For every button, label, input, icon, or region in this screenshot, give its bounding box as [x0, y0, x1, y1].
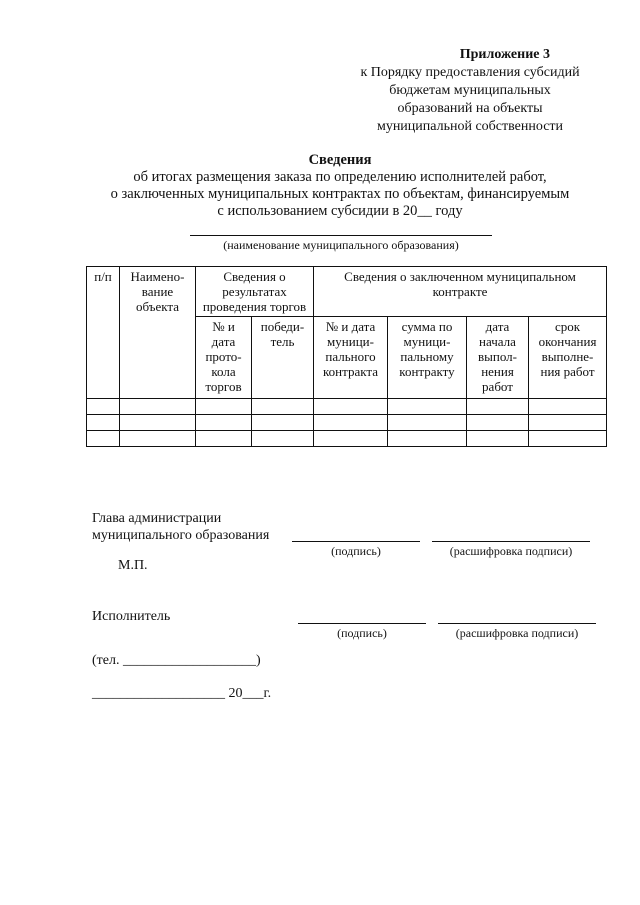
table-cell[interactable]: [314, 399, 388, 415]
table-cell[interactable]: [196, 415, 252, 431]
date-field[interactable]: ___________________ 20___г.: [92, 686, 272, 701]
table-cell[interactable]: [467, 431, 529, 447]
table-cell[interactable]: [529, 415, 607, 431]
municipality-caption: (наименование муниципального образования): [223, 238, 459, 252]
head-decode-line[interactable]: [432, 541, 590, 542]
executor-label: Исполнитель: [92, 609, 171, 624]
table-cell[interactable]: [252, 399, 314, 415]
head-title-line2: муниципального образования: [92, 528, 270, 543]
header-contract-no: № и дата муници- пального контракта: [314, 317, 388, 399]
appendix-line: бюджетам муниципальных: [389, 83, 551, 98]
table-cell[interactable]: [87, 399, 120, 415]
head-decode-caption: (расшифровка подписи): [449, 544, 573, 558]
table-row: [87, 431, 607, 447]
table-cell[interactable]: [388, 431, 467, 447]
header-object: Наимено- вание объекта: [120, 267, 196, 399]
document-heading: [80, 152, 600, 220]
table-cell[interactable]: [252, 415, 314, 431]
executor-decode-line[interactable]: [438, 623, 596, 624]
head-signature-block: [92, 510, 269, 544]
header-winner: победи- тель: [252, 317, 314, 399]
table-cell[interactable]: [120, 431, 196, 447]
stamp-label: М.П.: [118, 558, 148, 573]
table-cell[interactable]: [314, 431, 388, 447]
table-cell[interactable]: [467, 399, 529, 415]
header-num: п/п: [87, 267, 120, 399]
table-row: [87, 399, 607, 415]
table-cell[interactable]: [120, 399, 196, 415]
executor-decode-caption: (расшифровка подписи): [455, 626, 579, 640]
heading-line: об итогах размещения заказа по определению исполнителей работ,: [133, 169, 547, 185]
table-cell[interactable]: [467, 415, 529, 431]
table-cell[interactable]: [196, 399, 252, 415]
table-row: [87, 415, 607, 431]
appendix-line: к Порядку предоставления субсидий: [360, 65, 580, 80]
head-signature-caption: (подпись): [331, 544, 381, 558]
table-cell[interactable]: [529, 431, 607, 447]
header-start-date: дата начала выпол- нения работ: [467, 317, 529, 399]
header-end-date: срок окончания выполне- ния работ: [529, 317, 607, 399]
table-cell[interactable]: [388, 399, 467, 415]
municipality-name-line[interactable]: [190, 235, 492, 236]
head-title-line1: Глава администрации: [92, 511, 222, 526]
document-title: Сведения: [308, 152, 372, 168]
heading-line: с использованием субсидии в 20__ году: [217, 203, 463, 219]
header-protocol: № и дата прото- кола торгов: [196, 317, 252, 399]
appendix-block: [340, 46, 600, 136]
phone-field[interactable]: (тел. ___________________): [92, 653, 261, 668]
table-cell[interactable]: [87, 431, 120, 447]
appendix-line: муниципальной собственности: [376, 119, 564, 134]
table-cell[interactable]: [196, 431, 252, 447]
table-cell[interactable]: [529, 399, 607, 415]
table-cell[interactable]: [314, 415, 388, 431]
head-signature-line[interactable]: [292, 541, 420, 542]
table-cell[interactable]: [388, 415, 467, 431]
header-contract-group: Сведения о заключенном муниципальном контракте: [314, 267, 607, 317]
table-cell[interactable]: [252, 431, 314, 447]
report-table: [86, 266, 607, 447]
executor-signature-caption: (подпись): [337, 626, 387, 640]
table-cell[interactable]: [87, 415, 120, 431]
table-cell[interactable]: [120, 415, 196, 431]
executor-signature-line[interactable]: [298, 623, 426, 624]
heading-line: о заключенных муниципальных контрактах по объектам, финансируемым: [110, 186, 570, 202]
header-contract-sum: сумма по муници- пальному контракту: [388, 317, 467, 399]
header-tender-group: Сведения о результатах проведения торгов: [196, 267, 314, 317]
appendix-title: Приложение 3: [459, 47, 550, 62]
appendix-line: образований на объекты: [397, 101, 543, 116]
